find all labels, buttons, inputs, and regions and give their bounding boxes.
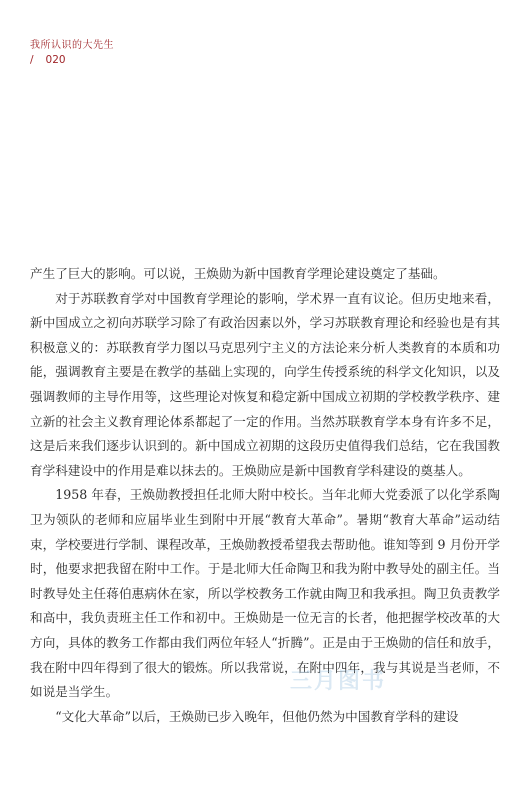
paragraph: 对于苏联教育学对中国教育学理论的影响，学术界一直有议论。但历史地来看，新中国成立之初向苏联学习除了有政治因素以外，学习苏联教育理论和经验也是有其积极意义的：苏联教育学力图以马克思列宁主义的方法论来分析人类教育的本质和功能，强调教育主要是在教学的基础上实现的，向学生传授系统的科学文化知识，以及强调教师的主导作用等，这些理论对恢复和稳定新中国成立初期的学校教学秩序、建立新的社会主义教育理论体系都起了一定的作用。当然苏联教育学本身有许多不足，这是后来我们逐步认识到的。新中国成立初期的这段历史值得我们总结，它在我国教育学科建设中的作用是难以抹去的。王焕勋应是新中国教育学科建设的奠基人。 [30,290,500,478]
running-head-book-title: 我所认识的大先生 [30,40,114,51]
paragraph: “文化大革命”以后，王焕勋已步入晚年，但他仍然为中国教育学科的建设 [55,708,459,724]
page-number [30,54,66,66]
page-slash: / [30,54,34,66]
page-number-value: 020 [45,54,66,66]
paragraph: 产生了巨大的影响。可以说，王焕勋为新中国教育学理论建设奠定了基础。 [30,266,446,281]
body-text [30,262,500,729]
watermark: 三月图书 [290,669,387,694]
paragraph: 1958 年春，王焕勋教授担任北师大附中校长。当年北师大党委派了以化学系陶卫为领队的老师和应届毕业生到附中开展“教育大革命”。暑期“教育大革命”运动结束，学校要进行学制、课程改革，王焕勋教授希望我去帮助他。谁知等到 9 月份开学时，他要求把我留在附中工作。于是北师大任命陶卫和我为附中教导处的副主任。当时教导处主任蒋伯惠病休在家，所以学校教务工作就由陶卫和我承担。陶卫负责教学和高中，我负责班主任工作和初中。王焕勋是一位无言的长者，他把握学校改革的大方向，具体的教务工作都由我们两位年轻人“折腾”。正是由于王焕勋的信任和放手，我在附中四年得到了很大的锻炼。所以我常说，在附中四年，我与其说是当老师，不如说是当学生。 [30,487,500,700]
